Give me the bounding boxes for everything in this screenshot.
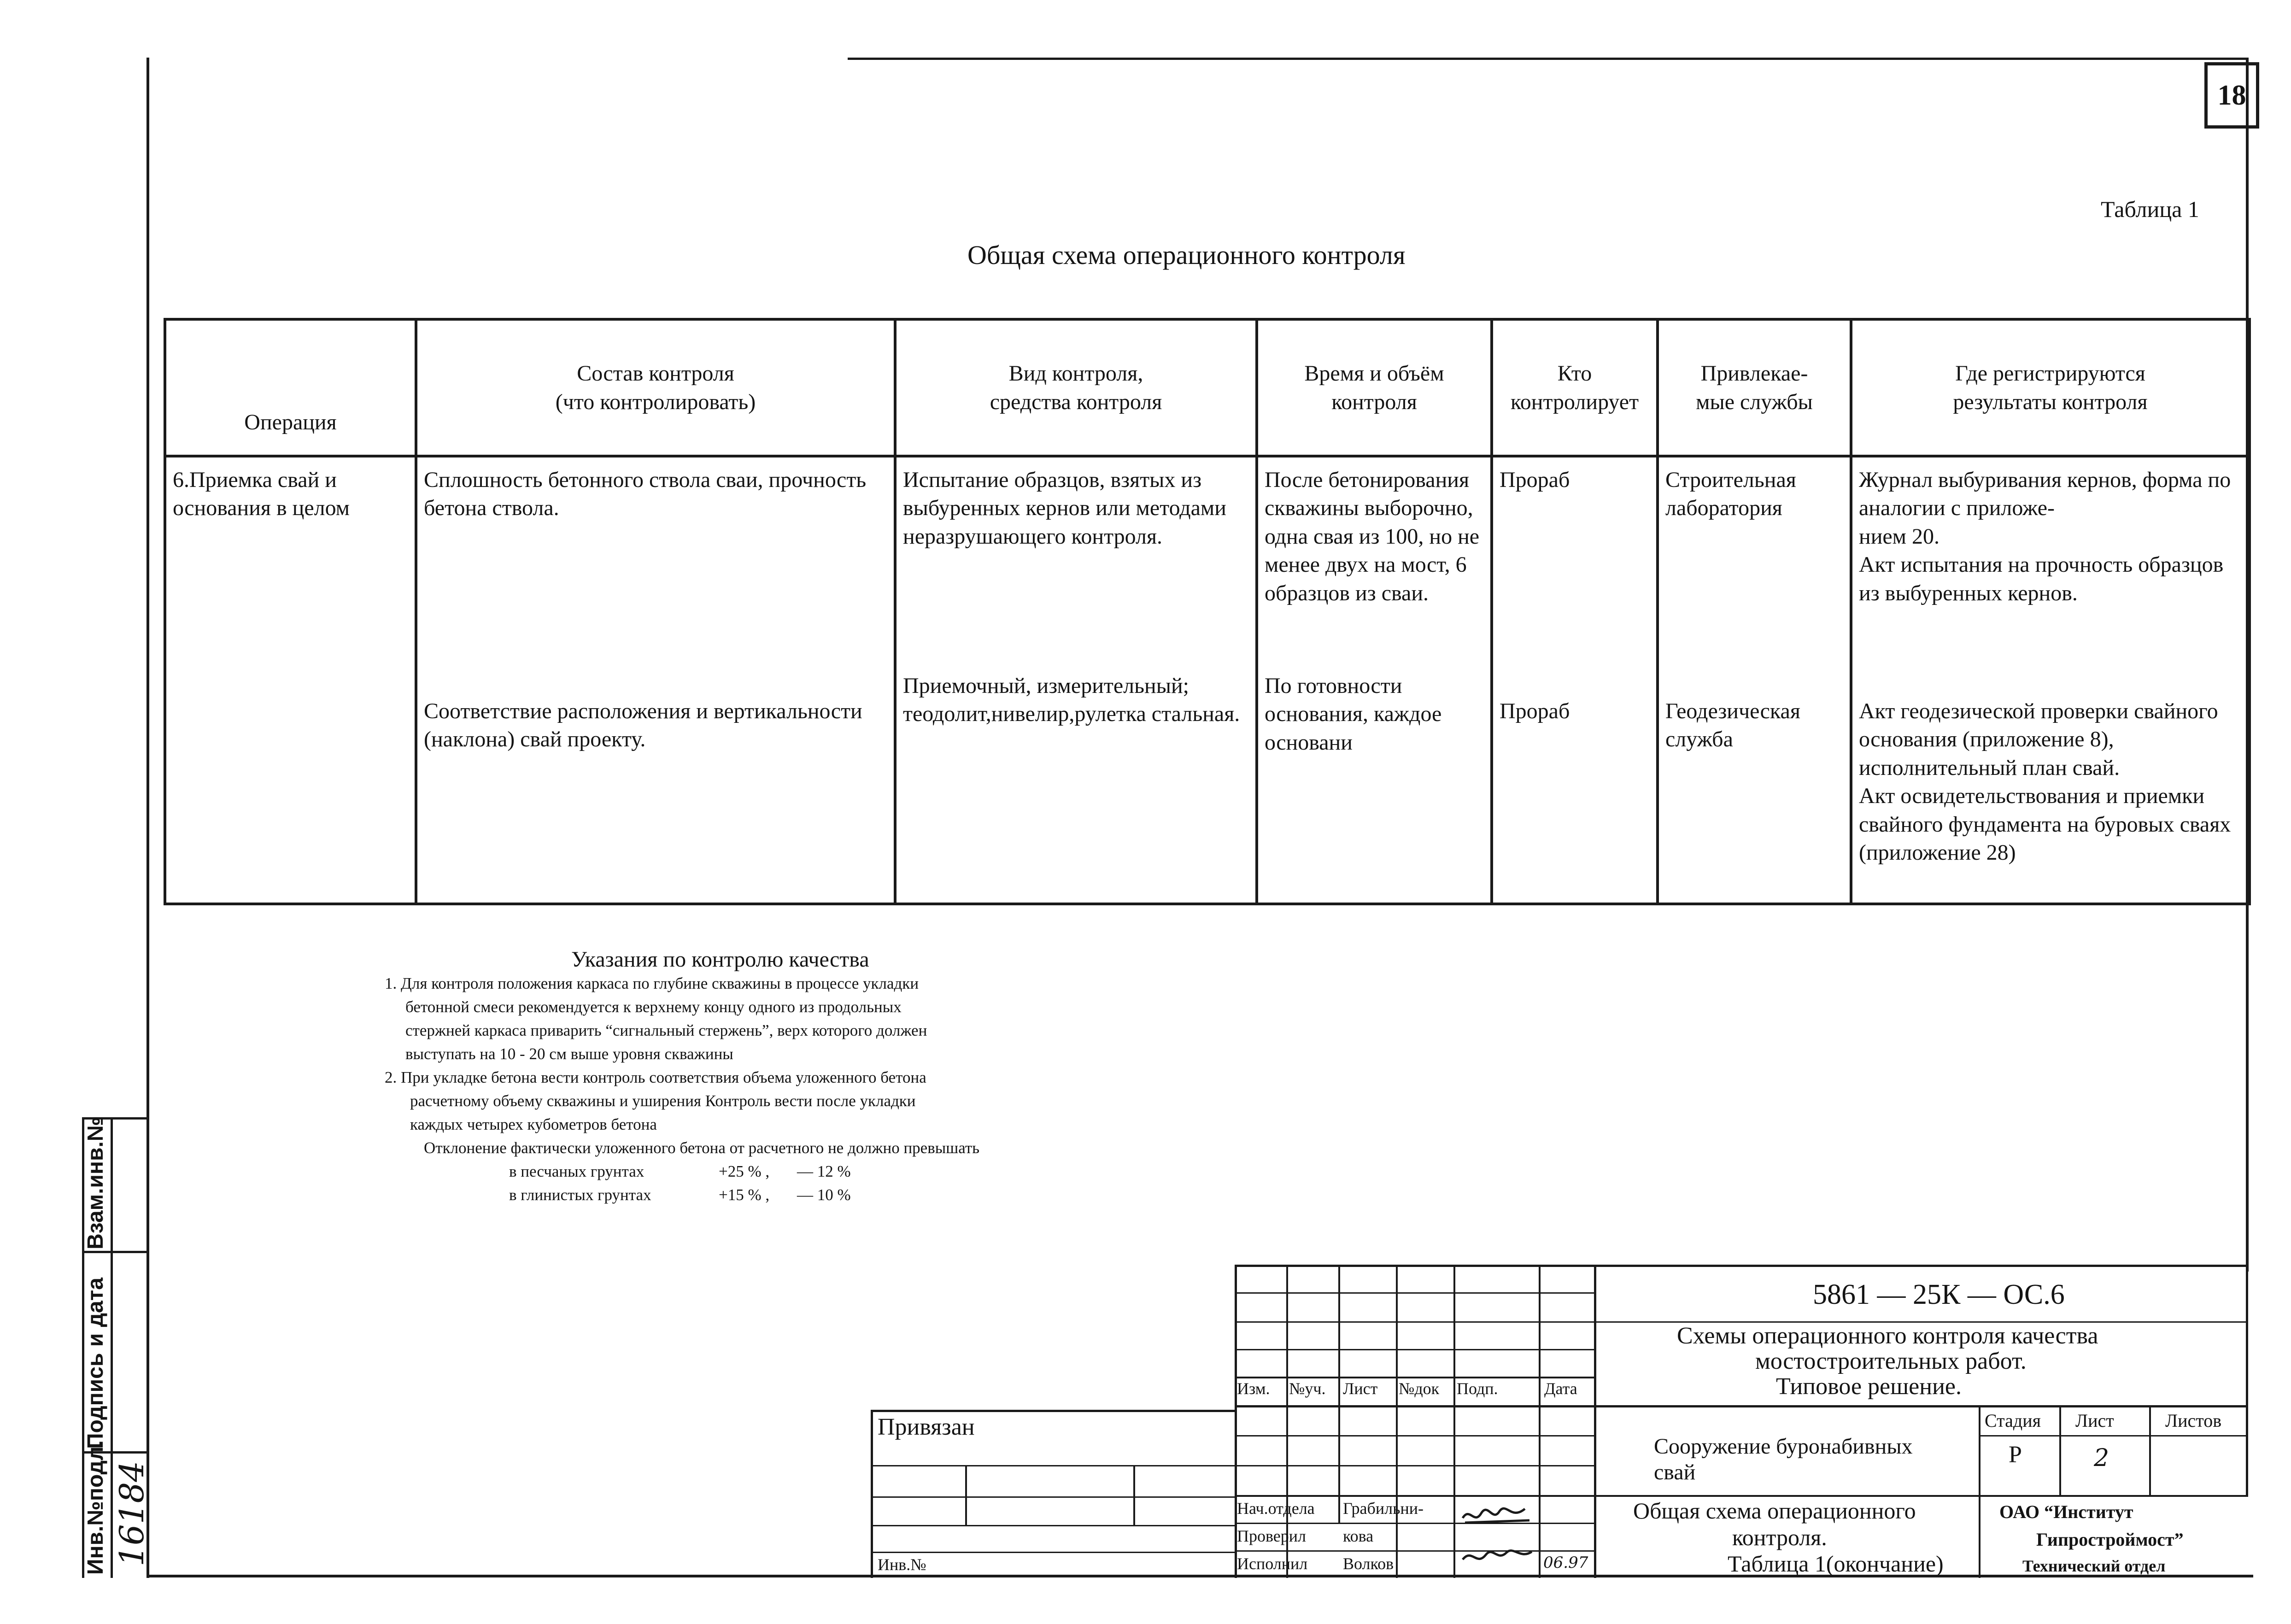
tolerance-minus: — 10 % bbox=[797, 1186, 851, 1204]
organization-line: ОАО “Институт bbox=[1999, 1501, 2133, 1522]
object-title: Сооружение буронабивных bbox=[1654, 1434, 1913, 1459]
table-row bbox=[165, 456, 2250, 904]
stamp-inv-label: Инв.№подл. bbox=[83, 1440, 108, 1575]
records-row-2: Акт геодезической проверки свайного основания (приложение 8), исполнительный план свай. Акт освидетельствования и приемки свайного фундамента на буровых сваях (приложение 28) bbox=[1859, 699, 2231, 865]
records-row-1: Журнал выбуривания кернов, форма по аналогии с приложе- нием 20. Акт испытания на прочность образцов из выбуренных кернов. bbox=[1859, 468, 2231, 605]
services-row-2: Геодезическая служба bbox=[1665, 699, 1800, 752]
note-line: выступать на 10 - 20 см выше уровня скважины bbox=[405, 1045, 733, 1063]
what-cell bbox=[416, 456, 895, 904]
rev-header: Лист bbox=[1343, 1379, 1378, 1398]
page-number: 18 bbox=[2204, 62, 2259, 129]
time-cell bbox=[1257, 456, 1492, 904]
note-line: стержней каркаса приварить “сигнальный стержень”, верх которого должен bbox=[405, 1021, 927, 1039]
role-name: кова bbox=[1343, 1527, 1374, 1545]
what-row-2: Соответствие расположения и вертикальности (наклона) свай проекту. bbox=[424, 699, 862, 752]
tolerance-soil: в песчаных грунтах bbox=[509, 1162, 645, 1180]
services-cell bbox=[1658, 456, 1851, 904]
work-title-line: Схемы операционного контроля качества bbox=[1677, 1323, 2098, 1349]
tolerance-minus: — 12 % bbox=[797, 1162, 851, 1180]
role-label: Исполнил bbox=[1237, 1554, 1308, 1573]
organization-line: Гипростроймост” bbox=[2036, 1529, 2184, 1550]
tolerance-plus: +15 % , bbox=[719, 1186, 770, 1204]
sheets-header: Листов bbox=[2165, 1410, 2222, 1431]
method-row-2: Приемочный, измерительный; теодолит,нивелир,рулетка стальная. bbox=[903, 674, 1240, 727]
document-code: 5861 — 25К — ОС.6 bbox=[1813, 1279, 2065, 1310]
header-services: Привлекае- мые службы bbox=[1658, 319, 1851, 456]
method-cell bbox=[895, 456, 1257, 904]
sheet-title: Таблица 1(окончание) bbox=[1728, 1551, 1944, 1577]
rev-header: Подп. bbox=[1457, 1379, 1498, 1398]
sheet-header: Лист bbox=[2075, 1410, 2114, 1431]
header-what: Состав контроля (что контролировать) bbox=[416, 319, 895, 456]
control-table bbox=[164, 318, 2251, 905]
page-title: Общая схема операционного контроля bbox=[967, 240, 1406, 270]
time-row-2: По готовности основания, каждое основани bbox=[1265, 674, 1442, 755]
services-row-1: Строительная лаборатория bbox=[1665, 468, 1796, 521]
inv-label: Инв.№ bbox=[878, 1555, 926, 1574]
operation-text: 6.Приемка свай и основания в целом bbox=[173, 468, 350, 521]
role-label: Нач.отдела bbox=[1237, 1499, 1315, 1518]
header-time: Время и объём контроля bbox=[1257, 319, 1492, 456]
time-row-1: После бетонирования скважины выборочно, одна свая из 100, но не менее двух на мост, 6 образцов из сваи. bbox=[1265, 468, 1480, 605]
stamp-replace-label: Взам.инв.№ bbox=[83, 1116, 108, 1249]
header-who: Кто контролирует bbox=[1492, 319, 1658, 456]
who-cell bbox=[1492, 456, 1658, 904]
rev-header: №уч. bbox=[1289, 1379, 1326, 1398]
rev-header: Изм. bbox=[1237, 1379, 1270, 1398]
organization-line: Технический отдел bbox=[2022, 1557, 2166, 1575]
header-records: Где регистрируются результаты контроля bbox=[1851, 319, 2250, 456]
header-operation: Операция bbox=[165, 319, 416, 456]
who-row-1: Прораб bbox=[1500, 468, 1570, 492]
note-line: бетонной смеси рекомендуется к верхнему концу одного из продольных bbox=[405, 998, 902, 1016]
work-title-line: мостостроительных работ. bbox=[1755, 1348, 2027, 1374]
note-line: 1. Для контроля положения каркаса по глубине скважины в процессе укладки bbox=[385, 974, 919, 992]
tolerance-plus: +25 % , bbox=[719, 1162, 770, 1180]
object-title: свай bbox=[1654, 1460, 1696, 1484]
note-line: расчетному объему скважины и уширения Контроль вести после укладки bbox=[410, 1092, 916, 1110]
frame-left-line bbox=[146, 58, 149, 1578]
sheet-title: контроля. bbox=[1732, 1524, 1827, 1550]
who-row-2: Прораб bbox=[1500, 699, 1570, 723]
stage-header: Стадия bbox=[1985, 1410, 2041, 1431]
role-name: Волков bbox=[1343, 1554, 1394, 1573]
sheet-title: Общая схема операционного bbox=[1633, 1498, 1916, 1524]
stage-value: Р bbox=[2009, 1442, 2022, 1468]
rev-header: Дата bbox=[1544, 1379, 1577, 1398]
tolerance-soil: в глинистых грунтах bbox=[509, 1186, 651, 1204]
note-line: каждых четырех кубометров бетона bbox=[410, 1115, 657, 1133]
role-label: Проверил bbox=[1237, 1527, 1306, 1545]
note-line: Отклонение фактически уложенного бетона от расчетного не должно превышать bbox=[424, 1139, 980, 1157]
rev-header: №док bbox=[1399, 1379, 1440, 1398]
what-row-1: Сплошность бетонного ствола сваи, прочность бетона ствола. bbox=[424, 468, 867, 521]
header-method: Вид контроля, средства контроля bbox=[895, 319, 1257, 456]
stamp-signature-label: Подпись и дата bbox=[83, 1278, 108, 1449]
note-line: 2. При укладке бетона вести контроль соответствия объема уложенного бетона bbox=[385, 1068, 926, 1086]
operation-cell bbox=[165, 456, 416, 904]
records-cell bbox=[1851, 456, 2250, 904]
stamp-inv-value: 16184 bbox=[112, 1460, 151, 1566]
notes-title: Указания по контролю качества bbox=[571, 947, 869, 972]
table-label: Таблица 1 bbox=[2101, 196, 2199, 222]
role-name: Грабильни- bbox=[1343, 1499, 1424, 1518]
work-title-line: Типовое решение. bbox=[1776, 1373, 1962, 1400]
signature-date: 06.97 bbox=[1543, 1554, 1588, 1572]
sheet-value: 2 bbox=[2094, 1444, 2109, 1472]
method-row-1: Испытание образцов, взятых из выбуренных кернов или методами неразрушающего контроля. bbox=[903, 468, 1226, 549]
bound-label: Привязан bbox=[878, 1414, 975, 1440]
frame-top-line bbox=[848, 58, 2248, 60]
table-header-row bbox=[165, 319, 2250, 456]
signature-mark bbox=[1456, 1497, 1539, 1576]
